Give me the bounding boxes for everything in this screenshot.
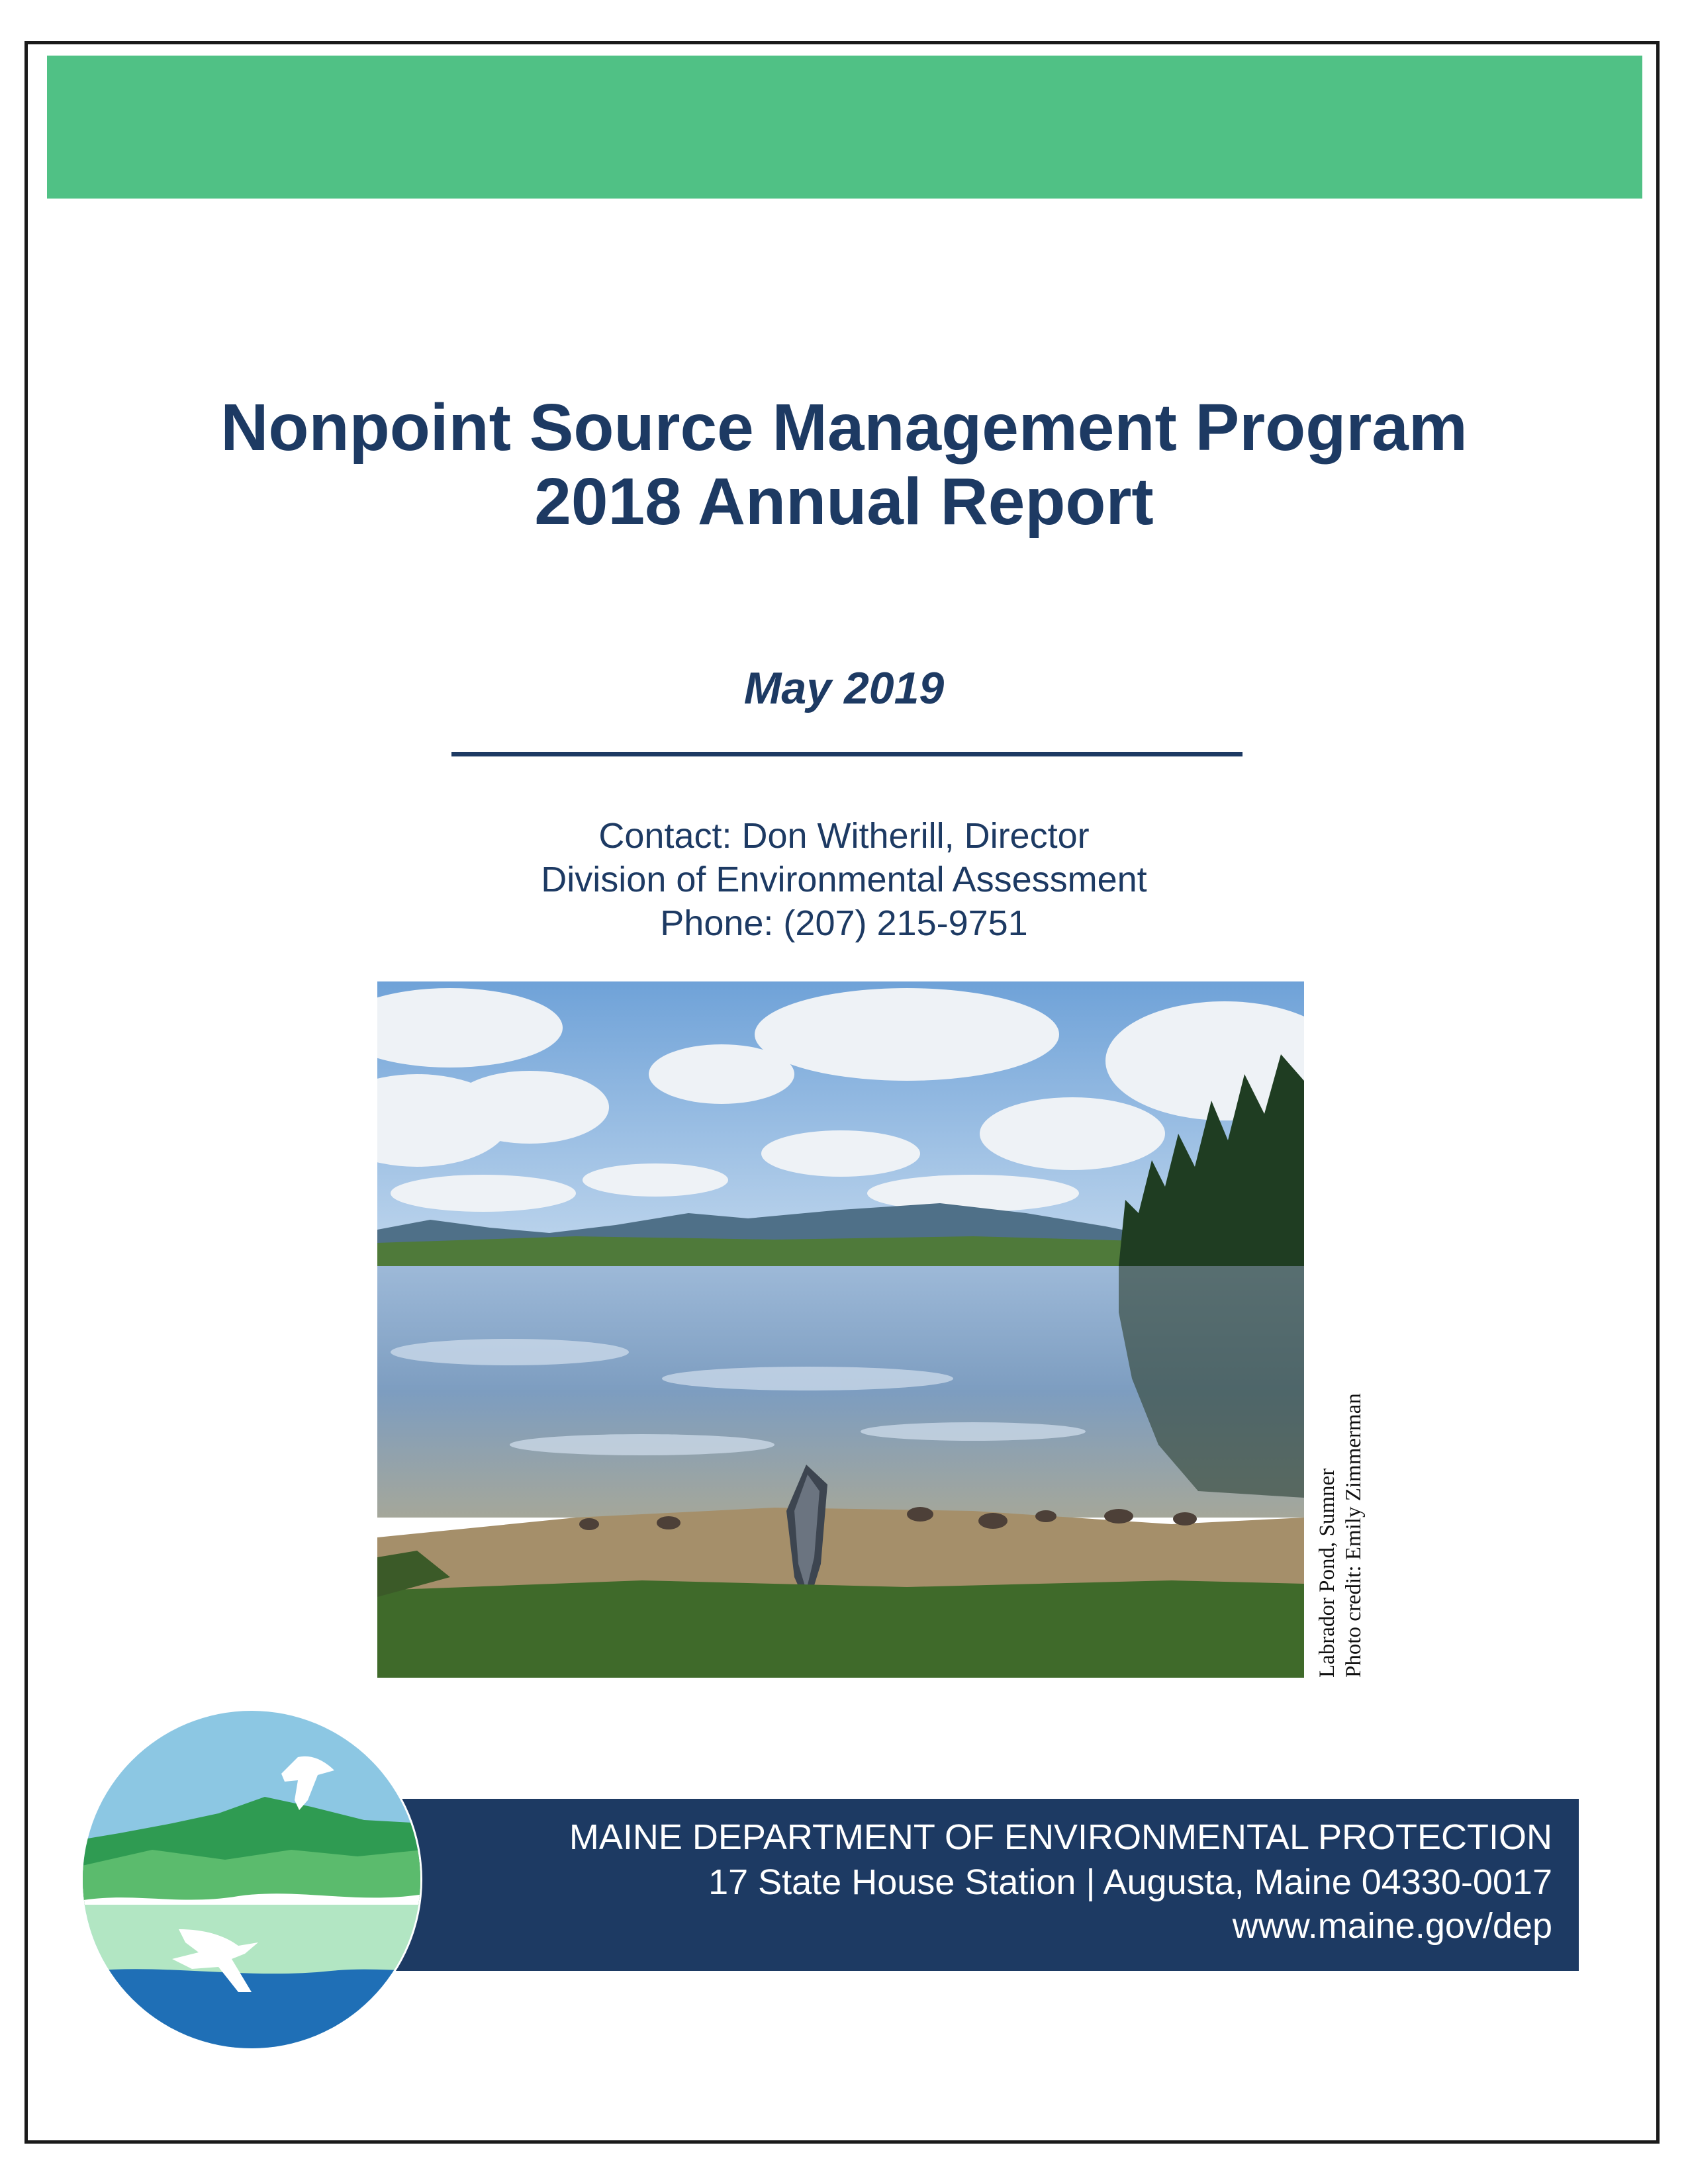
photo-caption: Labrador Pond, Sumner xyxy=(1315,1468,1339,1678)
contact-name: Contact: Don Witherill, Director xyxy=(598,816,1090,856)
department-name: MAINE DEPARTMENT OF ENVIRONMENTAL PROTECTION xyxy=(569,1817,1552,1857)
photo-credit-name: Photo credit: Emily Zimmerman xyxy=(1342,1393,1366,1678)
divider-rule xyxy=(451,752,1243,756)
photo-credit xyxy=(1314,1307,1387,1678)
department-footer xyxy=(391,1799,1579,1971)
report-title: Nonpoint Source Management Program xyxy=(220,390,1468,465)
report-date: May 2019 xyxy=(743,663,945,713)
maine-dep-logo xyxy=(79,1707,424,2052)
department-address: 17 State House Station | Augusta, Maine 04330-0017 xyxy=(708,1862,1552,1902)
cover-photo-lake xyxy=(377,981,1304,1678)
department-website[interactable]: www.maine.gov/dep xyxy=(1232,1906,1552,1946)
contact-phone: Phone: (207) 215-9751 xyxy=(660,903,1028,943)
header-banner xyxy=(47,56,1642,199)
contact-division: Division of Environmental Assessment xyxy=(541,860,1147,899)
report-subtitle: 2018 Annual Report xyxy=(534,465,1154,539)
